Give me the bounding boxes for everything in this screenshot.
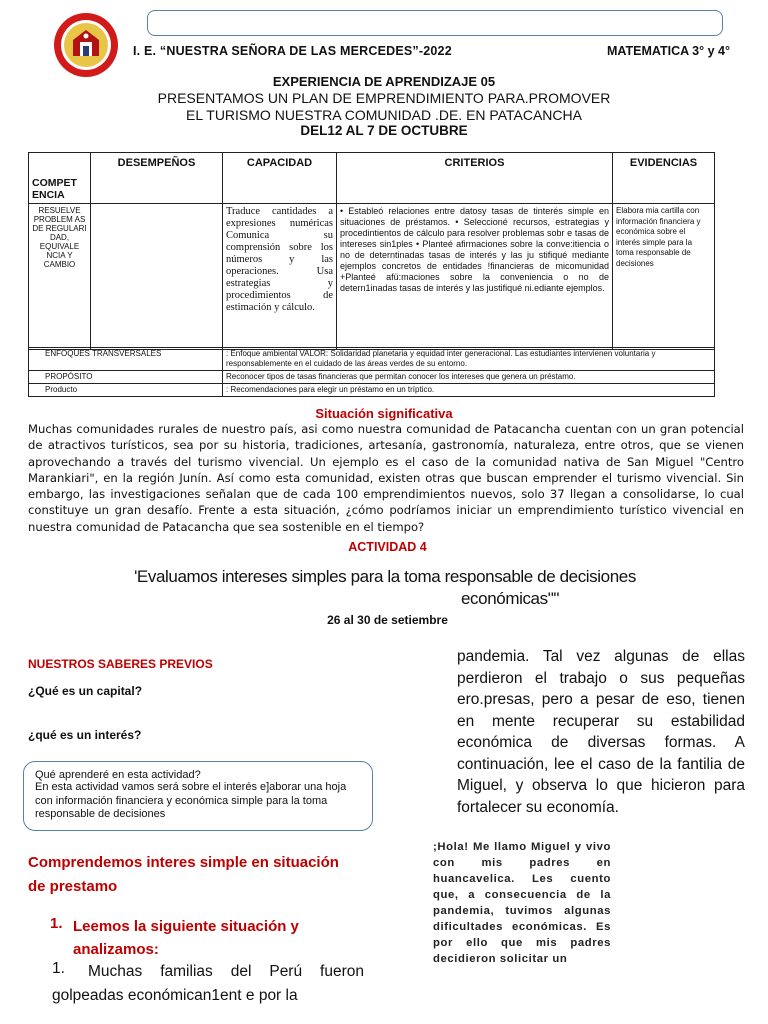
- actividad-label: ACTIVIDAD 4: [348, 540, 427, 554]
- table-row: [29, 384, 715, 397]
- cell-criterios: • Estableó relaciones entre datosy tasas de tinterés simple en situaciones de préstamos. • Seleccioné recursos, estrategias y procedintientos de cálculo para resolver problemas sobr e tasas de intereses sin1ples • Planteé afirmaciones sobre la conve:itiencia o no de deterntinadas tasas de interés y las ju stifiqué mediante ejemplos concretos de entidades !financieras de micomunidad +Planteé afü:maciones sobre la conveniencia o no de detern1inadas tasas de interés y las justifiqué ni.ediante ejemplos.: [337, 204, 613, 350]
- experience-label: EXPERIENCIA DE APRENDIZAJE 05: [272, 74, 496, 89]
- question-capital: ¿Qué es un capital?: [28, 684, 143, 698]
- table-row: [29, 204, 715, 350]
- cell-capacidad: Traduce cantidades a expresiones numéricas Comunica su comprensión sobre los números y las operaciones. Usa estrategias y procedimientos de estimación y cálculo.: [223, 204, 337, 350]
- table-header-row: [29, 153, 715, 204]
- paragraph-families: Muchas familias del Perú fueron golpeadas económican1ent e por la: [52, 963, 364, 1004]
- cell-competencia: RESUELVE PROBLEM AS DE REGULARI DAD, EQUIVALE NCIA Y CAMBIO: [29, 204, 91, 350]
- enfoques-label: ENFOQUES TRANSVERSALES: [29, 348, 223, 371]
- learning-goal-question: Qué aprenderé en esta actividad?: [35, 769, 201, 781]
- actividad-dates: 26 al 30 de setiembre: [327, 613, 448, 627]
- header-criterios: CRITERIOS: [337, 153, 613, 204]
- experience-title-line2: EL TURISMO NUESTRA COMUNIDAD .DE. EN PATACANCHA: [186, 107, 582, 123]
- competency-table: [28, 152, 715, 350]
- paragraph-number: 1.: [52, 960, 65, 977]
- header-competencia: COMPET ENCIA: [29, 153, 91, 204]
- cell-desempenos: [91, 204, 223, 350]
- table-row: [29, 348, 715, 371]
- question-interes: ¿qué es un interés?: [28, 728, 142, 742]
- header-capacidad: CAPACIDAD: [223, 153, 337, 204]
- subject-label: MATEMATICA 3° y 4°: [607, 44, 730, 58]
- enfoques-table: [28, 347, 715, 397]
- actividad-title-line2: económicas"": [461, 589, 559, 608]
- table-row: [29, 371, 715, 384]
- header-desempenos: DESEMPEÑOS: [91, 153, 223, 204]
- situacion-title: Situación significativa: [315, 406, 453, 421]
- producto-value: : Recomendaciones para elegir un préstamo en un tríptico.: [223, 384, 715, 397]
- header-input-box: [147, 10, 723, 36]
- enfoques-value: : Enfoque ambiental VALOR: Solidaridad planetaria y equidad inter generacional. Las estudiantes intervienen voluntaria y responsablemente en el cuidado de las áreas verdes de su entorno.: [223, 348, 715, 371]
- experience-title-line1: PRESENTAMOS UN PLAN DE EMPRENDIMIENTO PARA.PROMOVER: [157, 90, 611, 106]
- step-title: Leemos la siguiente situación y analizamos:: [73, 918, 299, 958]
- proposito-value: Reconocer tipos de tasas financieras que permitan conocer los intereses que genera un préstamo.: [223, 371, 715, 384]
- miguel-speech: ;Hola! Me llamo Miguel y vivo con mis padres en huancavelica. Les cuento que, a consecuencia de la pandemia, tuvimos algunas dificultades económicas. Es por ello que mis padres decidieron solicitar un: [433, 841, 611, 965]
- situacion-body: Muchas comunidades rurales de nuestro país, asi como nuestra comunidad de Patacancha cuentan con un gran potencial de atractivos turísticos, sea por su historia, tradiciones, artesanía, gastronomía, naturaleza, entre otros, que se vienen aprovechando a través del turismo vivencial. Un ejemplo es el caso de la comunidad nativa de San Miguel "Centro Marankiari", en la región Junín. Así como esta comunidad, existen otras que buscan emprender el turismo vivencial. Sin embargo, las investigaciones señalan que de cada 100 emprendimientos nuevos, solo 37 llegan a consolidarse, lo cual constituye un gran desafío. Frente a esta situación, ¿cómo podríamos iniciar un emprendimiento turístico vivencial en nuestra comunidad de Patacancha que sea sostenible en el tiempo?: [28, 422, 744, 534]
- experience-dates: DEL12 AL 7 DE OCTUBRE: [300, 123, 468, 138]
- proposito-label: PROPÓSITO: [29, 371, 223, 384]
- producto-label: Producto: [29, 384, 223, 397]
- right-column-body: pandemia. Tal vez algunas de ellas perdieron el trabajo o sus pequeñas ero.presas, pero a pesar de eso, tienen en mente recuperar su estabilidad económica de diversas formas. A continuación, lee el caso de la fantilia de Miguel, y observa lo que hicieron para fortalecer su economía.: [457, 648, 745, 816]
- actividad-title: [40, 566, 730, 610]
- cell-evidencias: Elabora mia cartilla con información financiera y económica sobre el interés simple para la toma responsable de decisiones: [613, 204, 715, 350]
- actividad-title-line1: 'Evaluamos intereses simples para la toma responsable de decisiones: [134, 567, 636, 586]
- comprendemos-title: Comprendemos interes simple en situación de prestamo: [28, 854, 339, 895]
- school-name: I. E. “NUESTRA SEÑORA DE LAS MERCEDES”-2022: [133, 44, 452, 58]
- step-number: 1.: [50, 915, 63, 932]
- school-crest-logo: [53, 12, 119, 78]
- header-evidencias: EVIDENCIAS: [613, 153, 715, 204]
- learning-goal-answer: En esta actividad vamos será sobre el interés e]aborar una hoja con información financiera y económica simple para la toma responsable de decisiones: [35, 781, 347, 820]
- saberes-title: NUESTROS SABERES PREVIOS: [28, 657, 213, 671]
